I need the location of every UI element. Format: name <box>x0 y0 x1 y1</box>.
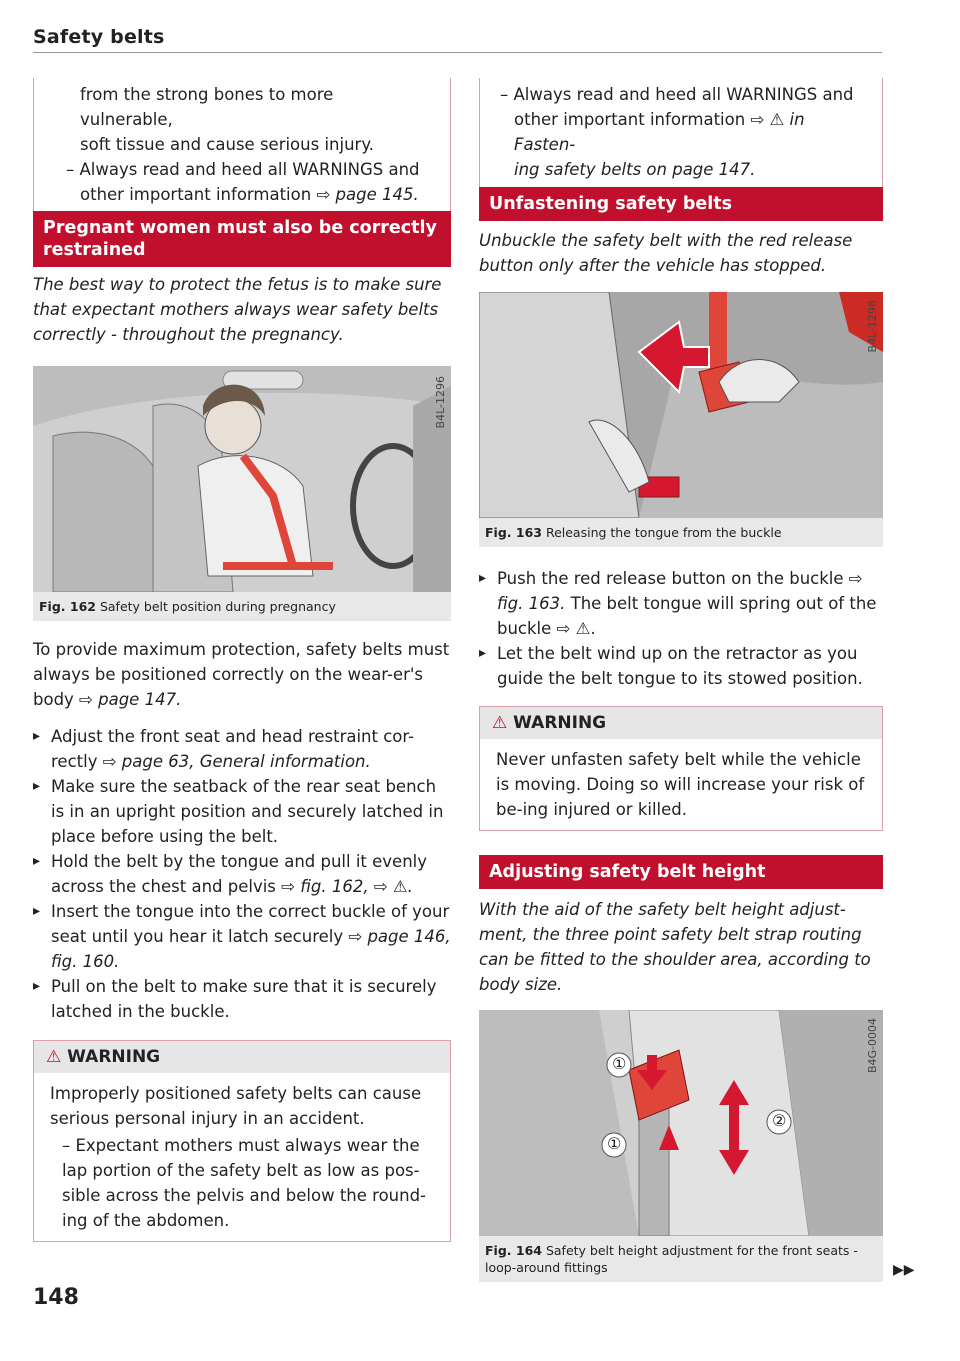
list-item: ▸ Push the red release button on the buckle ⇨ fig. 163. The belt tongue will spring out of the buckle ⇨ ⚠. <box>479 566 883 641</box>
warning-header <box>34 1041 450 1073</box>
section-title-unfastening: Unfastening safety belts <box>479 187 883 221</box>
list-item-ref[interactable]: page 63, General information. <box>121 752 371 771</box>
marker-1-upper: ① <box>612 1054 627 1073</box>
intro-unfastening: Unbuckle the safety belt with the red release button only after the vehicle has stopped. <box>479 231 853 275</box>
figure-caption-text: Safety belt height adjustment for the front seats - loop-around fittings <box>485 1243 858 1275</box>
figure-code: B4L-1298 <box>866 300 879 353</box>
warning-title: WARNING <box>513 713 607 733</box>
list-item: ▸ Pull on the belt to make sure that it is securely latched in the buckle. <box>33 974 451 1024</box>
buckle-release-illustration <box>479 292 883 518</box>
cont-ref-link[interactable]: page 145. <box>335 185 419 204</box>
list-item: ▸ Make sure the seatback of the rear seat bench is in an upright position and securely latched in place before using the belt. <box>33 774 451 849</box>
figure-162 <box>33 366 451 592</box>
figure-163 <box>479 292 883 518</box>
cont-line-2: soft tissue and cause serious injury. <box>80 135 374 154</box>
list-item-ref[interactable]: fig. 162, ⇨ ⚠. <box>300 877 413 896</box>
list-item: ▸ Insert the tongue into the correct buckle of your seat until you hear it latch securely ⇨ page 146, fig. 160. <box>33 899 451 974</box>
figure-164-caption <box>479 1236 883 1282</box>
page-header: Safety belts <box>33 26 165 48</box>
intro-adjusting: With the aid of the safety belt height adjust-ment, the three point safety belt strap routing can be fitted to the shoulder area, according to body size. <box>479 900 871 994</box>
warning-triangle-icon: ⚠ <box>46 1047 62 1067</box>
figure-164 <box>479 1010 883 1236</box>
list-item: ▸ Hold the belt by the tongue and pull it evenly across the chest and pelvis ⇨ fig. 162, ⇨ ⚠. <box>33 849 451 899</box>
figure-162-caption <box>33 592 451 621</box>
pregnant-driver-illustration <box>33 366 451 592</box>
cont-line-3: – Always read and heed all WARNINGS and <box>66 160 420 179</box>
cont-line-1: from the strong bones to more vulnerable, <box>80 85 334 129</box>
continued-box <box>33 78 451 214</box>
warning-box-right <box>479 706 883 831</box>
cont-right-line-1: – Always read and heed all WARNINGS and <box>500 85 854 104</box>
figure-label: Fig. 162 <box>39 599 96 614</box>
continued-box-right <box>479 78 883 189</box>
figure-caption-text: Releasing the tongue from the buckle <box>545 525 782 540</box>
cont-right-line-2: other important information ⇨ ⚠ <box>514 110 790 129</box>
warning-header <box>480 707 882 739</box>
instruction-list <box>33 724 451 1024</box>
unfasten-list <box>479 566 883 691</box>
cont-line-4: other important information ⇨ <box>80 185 336 204</box>
list-item-ref[interactable]: fig. 163. <box>497 594 566 613</box>
list-item-ref[interactable]: page 146, fig. 160. <box>51 927 451 971</box>
figure-label: Fig. 164 <box>485 1243 542 1258</box>
page-number: 148 <box>33 1285 79 1310</box>
figure-code: B4L-1296 <box>434 376 447 429</box>
section-title-pregnant: Pregnant women must also be correctly restrained <box>33 211 451 267</box>
warning-title: WARNING <box>67 1047 161 1067</box>
continue-arrow-icon: ▶▶ <box>893 1262 915 1278</box>
header-rule <box>33 52 882 53</box>
marker-1-lower: ① <box>607 1134 622 1153</box>
warning-body: Improperly positioned safety belts can cause serious personal injury in an accident. <box>50 1084 422 1128</box>
list-item: ▸ Adjust the front seat and head restraint cor-rectly ⇨ page 63, General information. <box>33 724 451 774</box>
warning-item: – Expectant mothers must always wear the lap portion of the safety belt as low as pos-sible across the pelvis and below the round-ing of the abdomen. <box>62 1136 427 1230</box>
figure-label: Fig. 163 <box>485 525 542 540</box>
warning-triangle-icon: ⚠ <box>492 713 508 733</box>
para-protection-text: To provide maximum protection, safety belts must always be positioned correctly on the wear-er's body ⇨ <box>33 640 450 709</box>
list-item: ▸ Let the belt wind up on the retractor as you guide the belt tongue to its stowed position. <box>479 641 883 691</box>
marker-2: ② <box>772 1111 787 1130</box>
warning-body: Never unfasten safety belt while the vehicle is moving. Doing so will increase your risk of be-ing injured or killed. <box>496 750 865 819</box>
intro-pregnant: The best way to protect the fetus is to make sure that expectant mothers always wear safety belts correctly - throughout the pregnancy. <box>33 275 442 344</box>
figure-caption-text: Safety belt position during pregnancy <box>99 599 336 614</box>
belt-height-illustration <box>479 1010 883 1236</box>
para-protection <box>33 637 451 712</box>
figure-code: B4G-0004 <box>866 1018 879 1074</box>
warning-box-left <box>33 1040 451 1242</box>
cont-right-line-3[interactable]: ing safety belts on page 147. <box>514 160 756 179</box>
para-ref-link[interactable]: page 147. <box>98 690 182 709</box>
section-title-adjusting: Adjusting safety belt height <box>479 855 883 889</box>
figure-163-caption <box>479 518 883 547</box>
cont-right-ref-link[interactable]: in Fasten- <box>514 110 805 154</box>
